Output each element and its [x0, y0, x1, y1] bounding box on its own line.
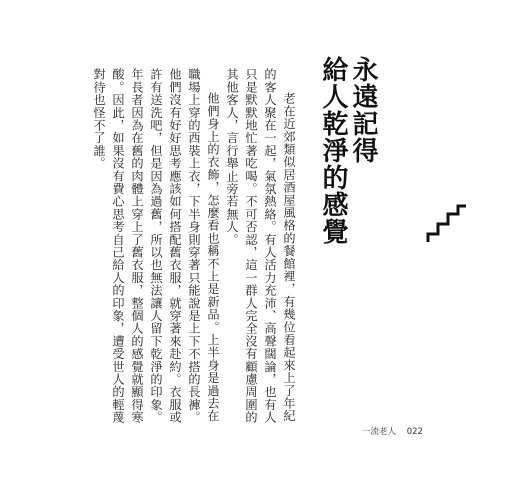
- stairs-icon: [424, 202, 468, 246]
- running-title: 一流老人: [362, 427, 397, 437]
- chapter-title-line-2: 給人乾淨的感覺: [318, 56, 348, 245]
- page-footer: [362, 425, 423, 437]
- paragraph-1: 老在近郊類似居酒屋風格的餐館裡，有幾位看起來上了年紀的客人聚在一起，氣氛熱絡。有人活力充沛、高聲闊論，也有人只是默默地忙著吃喝。不可否認，這一群人完全沒有顧慮周圍的其他客人，言行舉止旁若無人。: [225, 68, 296, 424]
- chapter-title-line-1: 永遠記得: [348, 56, 378, 164]
- body-text: [89, 68, 298, 428]
- paragraph-2: 他們身上的衣飾，怎麼看也稱不上是新品。上半身是過去在職場上穿的西裝上衣，下半身則穿著只能說是上下不搭的長褲。他們沒有好好思考應該如何搭配舊衣服，就穿著來赴約。衣服或許有送洗吧，但是因為過舊，所以也無法讓人留下乾淨的印象。年長者因為在舊的肉體上穿上了舊衣服，整個人的感覺就顯得寒酸。因此，如果沒有費心思考自己給人的印象，遭受世人的輕蔑對待也怪不了誰。: [92, 68, 220, 424]
- page-number: 022: [406, 427, 423, 437]
- chapter-title: [318, 56, 378, 245]
